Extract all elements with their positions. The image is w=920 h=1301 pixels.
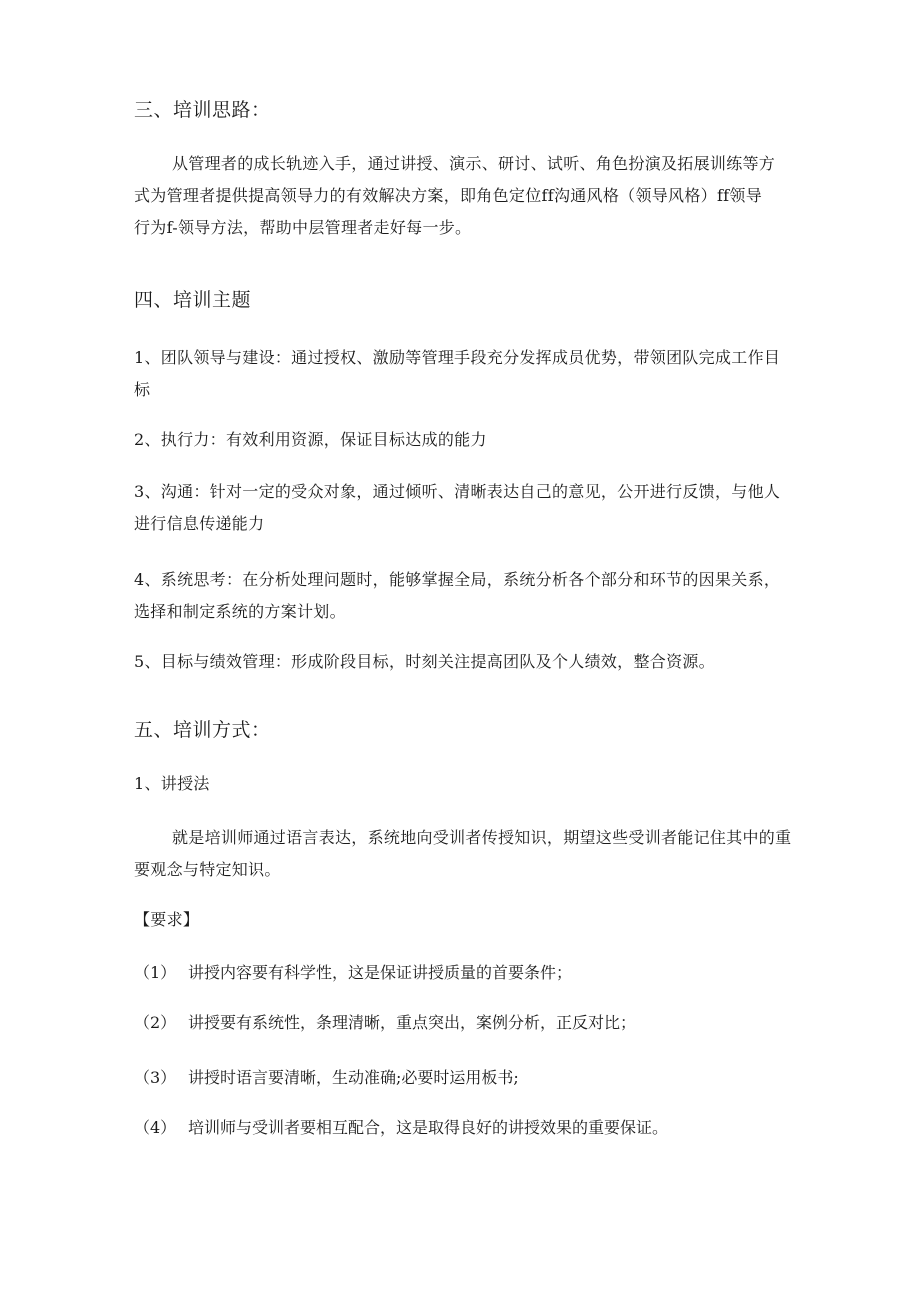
requirement-number: （1） xyxy=(134,963,177,982)
topic-item-3 xyxy=(134,476,814,540)
requirement-item-3 xyxy=(134,1066,814,1090)
requirement-item-2 xyxy=(134,1011,814,1035)
requirement-number: （2） xyxy=(134,1013,177,1032)
requirement-item-4 xyxy=(134,1116,814,1140)
topic-item-2 xyxy=(134,424,814,456)
requirement-text: 讲授要有系统性，条理清晰，重点突出，案例分析，正反对比； xyxy=(188,1013,637,1032)
text-line: 行为f-领导方法，帮助中层管理者走好每一步。 xyxy=(134,218,472,237)
requirement-text: 讲授内容要有科学性，这是保证讲授质量的首要条件； xyxy=(188,963,573,982)
text-line: 2、执行力：有效利用资源，保证目标达成的能力 xyxy=(134,430,487,449)
text-line: 1、团队领导与建设：通过授权、激励等管理手段充分发挥成员优势，带领团队完成工作目 xyxy=(134,348,781,367)
requirement-item-1 xyxy=(134,961,814,985)
text-line: 要观念与特定知识。 xyxy=(134,860,281,879)
topic-item-1 xyxy=(134,342,814,406)
section4-heading: 四、培训主题 xyxy=(134,289,252,311)
topic-item-4 xyxy=(134,564,814,628)
text-line: 3、沟通：针对一定的受众对象，通过倾听、清晰表达自己的意见，公开进行反馈，与他人 xyxy=(134,482,781,501)
method1-description xyxy=(134,822,814,886)
text-line: 标 xyxy=(134,380,151,399)
text-line: 进行信息传递能力 xyxy=(134,514,265,533)
requirement-text: 培训师与受训者要相互配合，这是取得良好的讲授效果的重要保证。 xyxy=(188,1118,669,1137)
text-line: 选择和制定系统的方案计划。 xyxy=(134,602,346,621)
section5-heading: 五、培训方式： xyxy=(134,719,271,741)
text-line: 式为管理者提供提高领导力的有效解决方案，即角色定位ff沟通风格（领导风格）ff领导 xyxy=(134,186,762,205)
requirement-text: 讲授时语言要清晰，生动准确;必要时运用板书; xyxy=(188,1068,519,1087)
requirement-number: （3） xyxy=(134,1068,177,1087)
method1-title: 1、讲授法 xyxy=(134,774,210,793)
text-line: 从管理者的成长轨迹入手，通过讲授、演示、研讨、试听、角色扮演及拓展训练等方 xyxy=(172,154,776,173)
text-line: 5、目标与绩效管理：形成阶段目标，时刻关注提高团队及个人绩效，整合资源。 xyxy=(134,652,715,671)
topic-item-5 xyxy=(134,646,814,678)
section3-paragraph xyxy=(134,148,814,244)
section3-heading: 三、培训思路： xyxy=(134,99,271,121)
text-line: 4、系统思考：在分析处理问题时，能够掌握全局，系统分析各个部分和环节的因果关系， xyxy=(134,570,781,589)
requirements-label: 【要求】 xyxy=(134,910,200,929)
text-line: 就是培训师通过语言表达，系统地向受训者传授知识，期望这些受训者能记住其中的重 xyxy=(172,828,792,847)
requirement-number: （4） xyxy=(134,1118,177,1137)
